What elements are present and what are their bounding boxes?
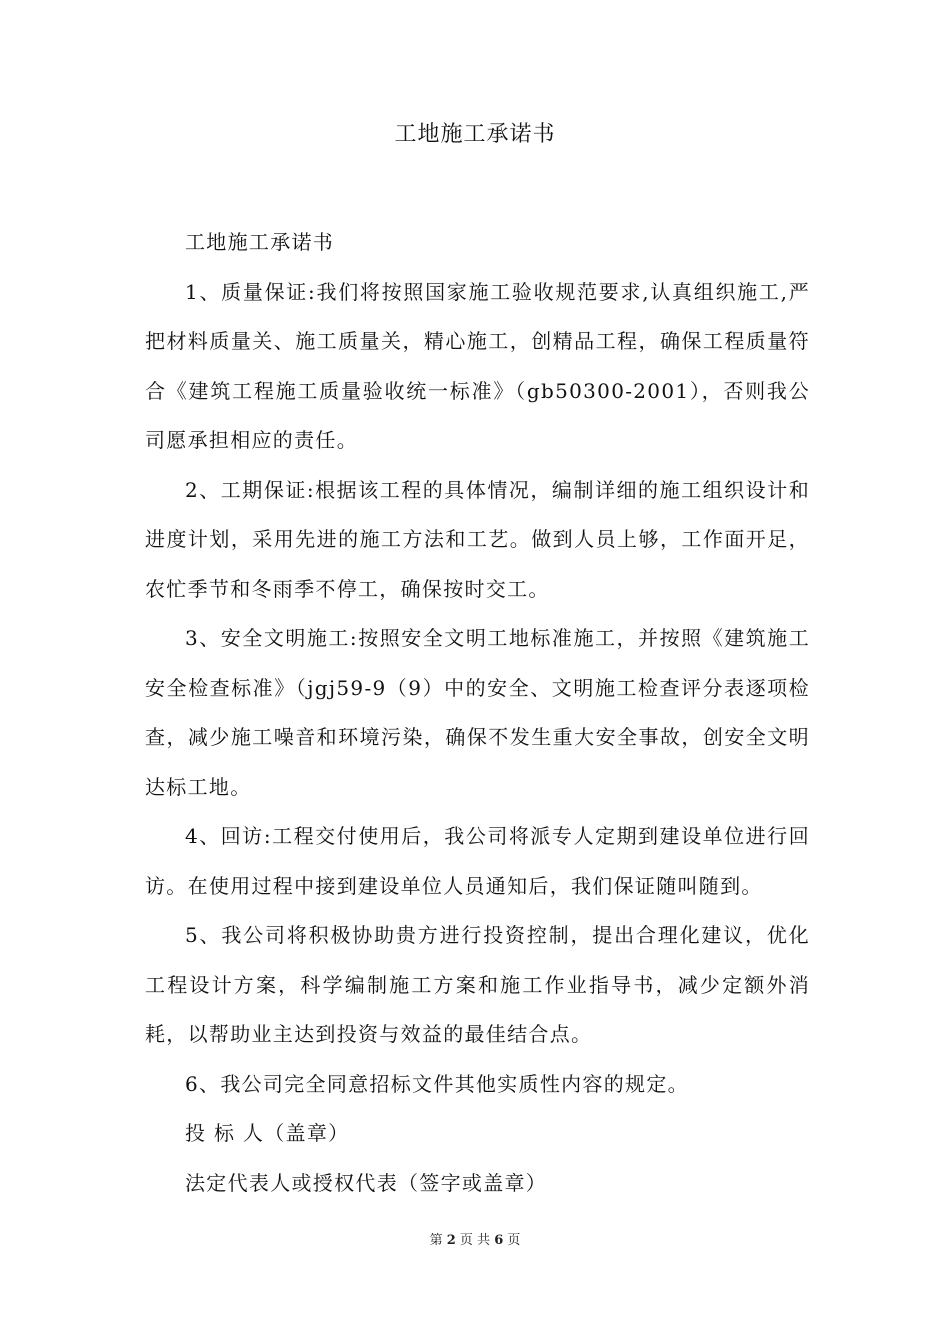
page-title: 工地施工承诺书 <box>394 122 556 147</box>
paragraph-agreement: 6、我公司完全同意招标文件其他实质性内容的规定。 <box>185 1071 689 1096</box>
paragraph-heading: 工地施工承诺书 <box>185 230 335 254</box>
footer-suffix: 页 <box>507 1233 521 1248</box>
footer-middle: 页 共 <box>459 1233 491 1248</box>
page-footer <box>0 1232 950 1250</box>
footer-prefix: 第 <box>429 1233 443 1248</box>
document-body <box>145 218 810 1208</box>
bidder-seal-line: 投 标 人（盖章） <box>185 1121 350 1145</box>
paragraph-quality: 1、质量保证:我们将按照国家施工验收规范要求,认真组织施工,严把材料质量关、施工质量关，精心施工，创精品工程，确保工程质量符合《建筑工程施工质量验收统一标准》（gb50300-2001），否则我公司愿承担相应的责任。 <box>145 279 810 452</box>
footer-total-pages: 6 <box>494 1233 504 1248</box>
footer-current-page: 2 <box>446 1233 456 1248</box>
paragraph-schedule: 2、工期保证:根据该工程的具体情况，编制详细的施工组织设计和进度计划，采用先进的施工方法和工艺。做到人员上够，工作面开足，农忙季节和冬雨季不停工，确保按时交工。 <box>145 477 810 601</box>
paragraph-revisit: 4、回访:工程交付使用后，我公司将派专人定期到建设单位进行回访。在使用过程中接到建设单位人员通知后，我们保证随叫随到。 <box>145 824 810 898</box>
representative-signature-line: 法定代表人或授权代表（签字或盖章） <box>185 1170 548 1195</box>
paragraph-safety: 3、安全文明施工:按照安全文明工地标准施工，并按照《建筑施工安全检查标准》（jgj59-9（9）中的安全、文明施工检查评分表逐项检查，减少施工噪音和环境污染，确保不发生重大安全事故，创安全文明达标工地。 <box>145 626 810 799</box>
paragraph-investment: 5、我公司将积极协助贵方进行投资控制，提出合理化建议，优化工程设计方案，科学编制施工方案和施工作业指导书，减少定额外消耗，以帮助业主达到投资与效益的最佳结合点。 <box>145 923 810 1046</box>
